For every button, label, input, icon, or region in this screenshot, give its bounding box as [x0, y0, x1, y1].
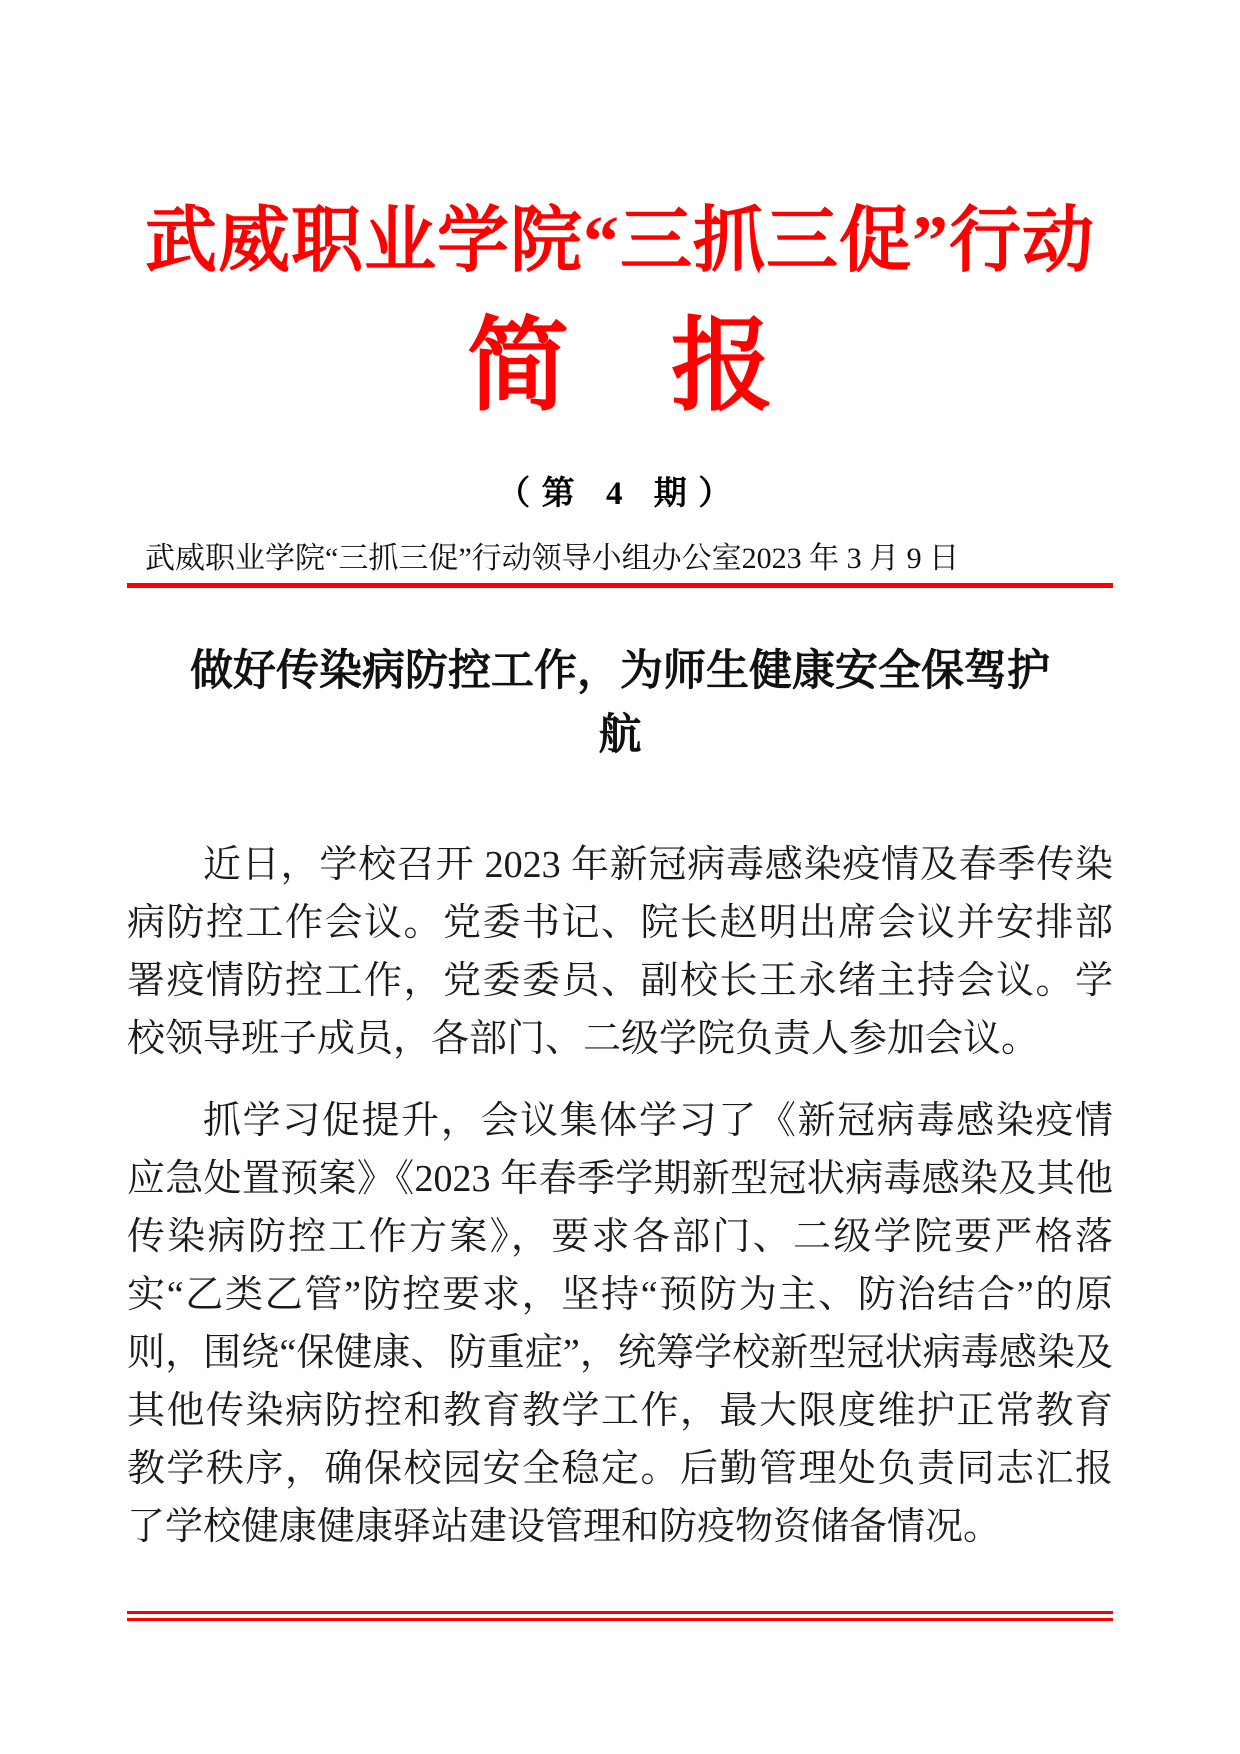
issue-number: （第 4 期）	[497, 476, 743, 512]
red-rule-top	[127, 583, 1113, 588]
publisher-row	[127, 540, 1113, 578]
article-paragraph-2: 抓学习促提升，会议集体学习了《新冠病毒感染疫情应急处置预案》《2023 年春季学期新型冠状病毒感染及其他传染病防控工作方案》，要求各部门、二级学院要严格落实“乙类乙管”防控要求，坚持“预防为主、防治结合”的原则，围绕“保健康、防重症”，统筹学校新型冠状病毒感染及其他传染病防控和教育教学工作，最大限度维护正常教育教学秩序，确保校园安全稳定。后勤管理处负责同志汇报了学校健康健康驿站建设管理和防疫物资储备情况。	[127, 1100, 1113, 1548]
red-rule-bottom	[127, 1611, 1113, 1621]
article-title: 做好传染病防控工作，为师生健康安全保驾护航	[190, 648, 1050, 759]
article-body	[127, 836, 1113, 1556]
bulletin-type-title: 简 报	[467, 311, 773, 424]
masthead	[127, 0, 1113, 588]
article	[127, 640, 1113, 1556]
article-paragraph-1: 近日，学校召开 2023 年新冠病毒感染疫情及春季传染病防控工作会议。党委书记、院长赵明出席会议并安排部署疫情防控工作，党委委员、副校长王永绪主持会议。学校领导班子成员，各部门、二级学院负责人参加会议。	[127, 844, 1113, 1060]
bulletin-brand-title: 武威职业学院“三抓三促”行动	[144, 201, 1095, 281]
publisher-name: 武威职业学院“三抓三促”行动领导小组办公室	[145, 542, 742, 575]
publish-date: 2023 年 3 月 9 日	[741, 542, 960, 575]
